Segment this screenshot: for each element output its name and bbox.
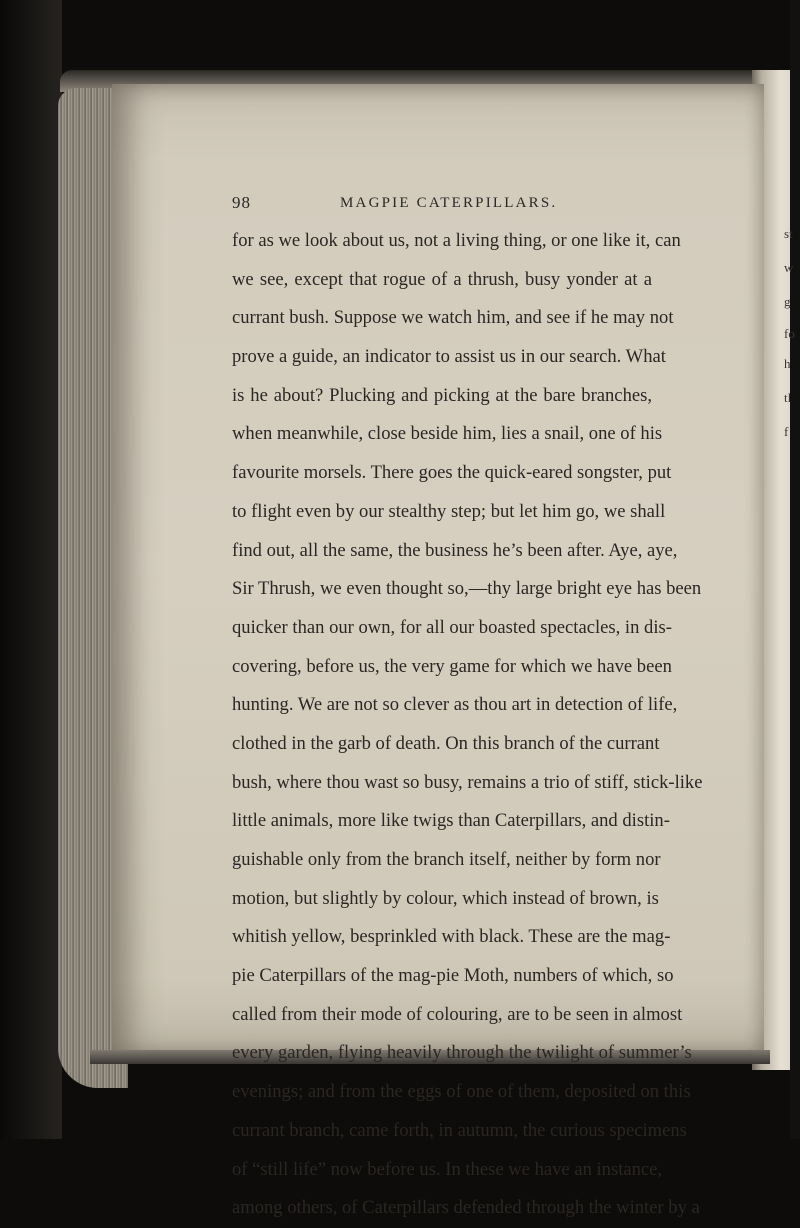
text-line: little animals, more like twigs than Caterpillars, and distin- (232, 810, 670, 832)
text-line: currant branch, came forth, in autumn, the curious specimens (232, 1119, 687, 1141)
text-line: currant bush. Suppose we watch him, and see if he may not (232, 307, 674, 329)
text-line: prove a guide, an indicator to assist us in our search. What (232, 346, 666, 368)
facing-page-fragment: st (784, 226, 793, 241)
text-line: for as we look about us, not a living thing, or one like it, can (232, 230, 681, 251)
text-line: quicker than our own, for all our boasted spectacles, in dis- (232, 616, 672, 638)
right-border (790, 0, 800, 1139)
text-line: motion, but slightly by colour, which instead of brown, is (232, 887, 659, 909)
text-line: Sir Thrush, we even thought so,—thy large bright eye has been (232, 578, 702, 600)
text-line: guishable only from the branch itself, neither by form nor (232, 849, 661, 870)
text-line: find out, all the same, the business he’s been after. Aye, aye, (232, 539, 678, 561)
running-head: MAGPIE CATERPILLARS. (340, 195, 558, 211)
facing-page-fragment: g (784, 294, 791, 309)
text-line: whitish yellow, besprinkled with black. These are the mag- (232, 926, 671, 948)
text-line: pie Caterpillars of the mag-pie Moth, numbers of which, so (232, 965, 674, 987)
facing-page-fragment: f (784, 424, 789, 439)
book-binding-shadow (0, 0, 62, 1139)
facing-page-fragment: tl (784, 390, 792, 405)
text-line: favourite morsels. There goes the quick-eared songster, put (232, 462, 672, 484)
facing-page-fragment: w (784, 260, 794, 275)
text-line: hunting. We are not so clever as thou art in detection of life, (232, 694, 678, 716)
text-line: we see, except that rogue of a thrush, busy yonder at a (232, 268, 652, 290)
text-line: when meanwhile, close beside him, lies a snail, one of his (232, 423, 663, 445)
facing-page-fragment: h (784, 356, 791, 371)
text-line: bush, where thou wast so busy, remains a trio of stiff, stick-like (232, 771, 703, 793)
text-line: among others, of Caterpillars defended through the winter by a (232, 1197, 700, 1219)
text-line: to flight even by our stealthy step; but let him go, we shall (232, 500, 666, 522)
text-line: covering, before us, the very game for which we have been (232, 655, 672, 677)
text-line: of “still life” now before us. In these we have an instance, (232, 1158, 663, 1180)
text-line: called from their mode of colouring, are to be seen in almost (232, 1003, 683, 1025)
text-line: every garden, flying heavily through the twilight of summer’s (232, 1042, 692, 1064)
text-line: is he about? Plucking and picking at the bare branches, (232, 384, 652, 406)
text-line: clothed in the garb of death. On this branch of the currant (232, 732, 660, 754)
facing-page-fragment: fo (784, 326, 795, 341)
page-number: 98 (232, 193, 251, 212)
text-line: evenings; and from the eggs of one of them, deposited on this (232, 1081, 691, 1103)
body-text (232, 222, 703, 1228)
